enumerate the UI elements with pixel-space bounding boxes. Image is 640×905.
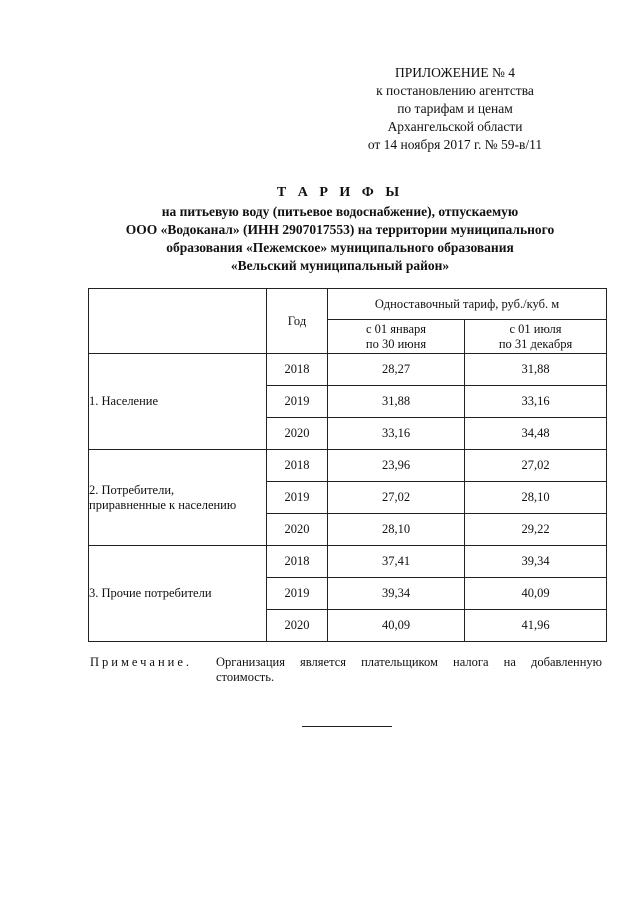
tariff-cell: 31,88 bbox=[328, 386, 465, 418]
title-main: Т А Р И Ф Ы bbox=[276, 185, 404, 200]
tariff-table bbox=[88, 288, 607, 642]
tariff-cell: 28,27 bbox=[328, 354, 465, 386]
title-line: ООО «Водоканал» (ИНН 2907017553) на территории муниципального bbox=[125, 222, 555, 237]
year-cell: 2018 bbox=[267, 354, 328, 386]
tariff-cell: 39,34 bbox=[465, 546, 607, 578]
tariff-cell: 41,96 bbox=[465, 610, 607, 642]
tariff-cell: 28,10 bbox=[465, 482, 607, 514]
footnote-label: Примечание. bbox=[90, 655, 193, 669]
header-year: Год bbox=[267, 289, 328, 354]
appendix-ref-line: Архангельской области bbox=[387, 119, 523, 134]
header-category bbox=[89, 289, 267, 354]
header-period-first-half: с 01 января по 30 июня bbox=[328, 320, 465, 354]
year-cell: 2020 bbox=[267, 514, 328, 546]
tariff-cell: 28,10 bbox=[328, 514, 465, 546]
year-cell: 2018 bbox=[267, 450, 328, 482]
closing-rule bbox=[302, 726, 392, 727]
tariff-cell: 29,22 bbox=[465, 514, 607, 546]
document-title bbox=[60, 184, 620, 275]
title-line: на питьевую воду (питьевое водоснабжение), отпускаемую bbox=[161, 204, 519, 219]
year-cell: 2019 bbox=[267, 386, 328, 418]
appendix-number: ПРИЛОЖЕНИЕ № 4 bbox=[394, 65, 516, 80]
header-tariff: Одноставочный тариф, руб./куб. м bbox=[328, 289, 607, 320]
tariff-cell: 40,09 bbox=[328, 610, 465, 642]
tariff-cell: 37,41 bbox=[328, 546, 465, 578]
tariff-cell: 31,88 bbox=[465, 354, 607, 386]
year-cell: 2020 bbox=[267, 418, 328, 450]
tariff-cell: 33,16 bbox=[465, 386, 607, 418]
title-line: образования «Пежемское» муниципального образования bbox=[166, 240, 514, 255]
category-cell: 2. Потребители, приравненные к населению bbox=[89, 450, 267, 546]
year-cell: 2020 bbox=[267, 610, 328, 642]
tariff-cell: 27,02 bbox=[465, 450, 607, 482]
title-line: «Вельский муниципальный район» bbox=[230, 258, 450, 273]
category-cell: 1. Население bbox=[89, 354, 267, 450]
table-row bbox=[89, 450, 607, 482]
year-cell: 2019 bbox=[267, 578, 328, 610]
appendix-date-number: от 14 ноября 2017 г. № 59-в/11 bbox=[367, 137, 543, 152]
appendix-header bbox=[330, 64, 580, 154]
tariff-cell: 23,96 bbox=[328, 450, 465, 482]
header-period-second-half: с 01 июля по 31 декабря bbox=[465, 320, 607, 354]
category-cell: 3. Прочие потребители bbox=[89, 546, 267, 642]
footnote-text: Организация является плательщиком налога на добавленную стоимость. bbox=[216, 655, 602, 684]
year-cell: 2019 bbox=[267, 482, 328, 514]
tariff-cell: 34,48 bbox=[465, 418, 607, 450]
appendix-ref-line: по тарифам и ценам bbox=[397, 101, 513, 116]
table-row bbox=[89, 354, 607, 386]
tariff-cell: 39,34 bbox=[328, 578, 465, 610]
year-cell: 2018 bbox=[267, 546, 328, 578]
tariff-cell: 40,09 bbox=[465, 578, 607, 610]
tariff-cell: 27,02 bbox=[328, 482, 465, 514]
appendix-ref-line: к постановлению агентства bbox=[376, 83, 534, 98]
table-row bbox=[89, 546, 607, 578]
tariff-cell: 33,16 bbox=[328, 418, 465, 450]
